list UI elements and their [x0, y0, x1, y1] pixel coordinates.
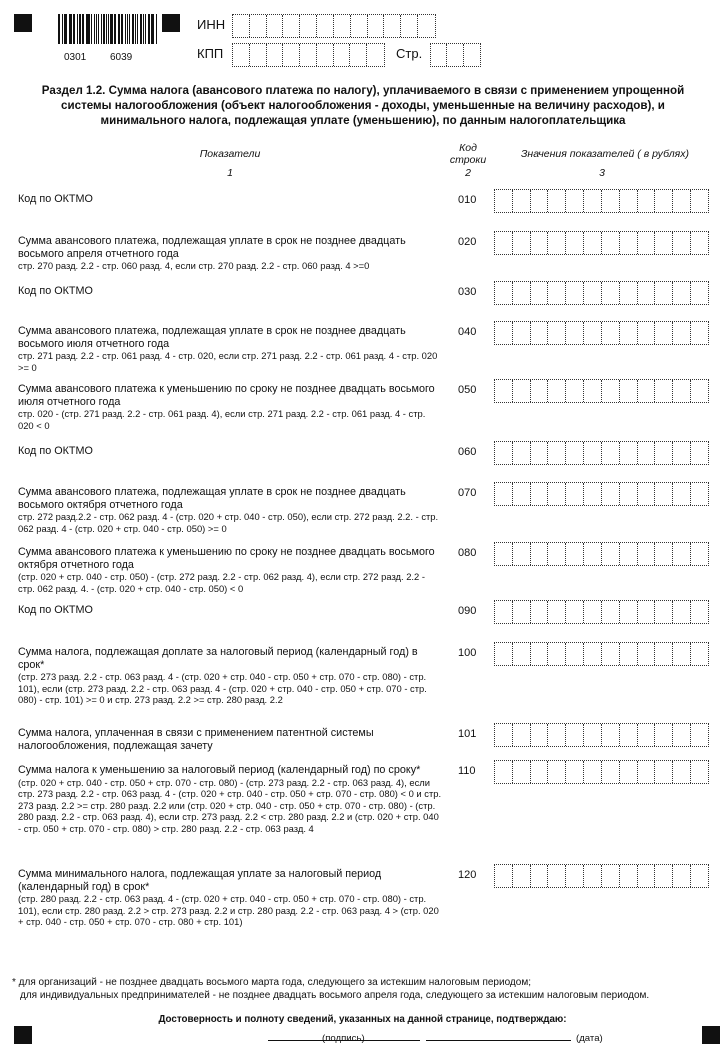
row-label-020 [18, 235, 443, 272]
barcode [58, 14, 158, 52]
date-label: (дата) [576, 1033, 603, 1044]
value-field-060[interactable] [494, 441, 709, 465]
col-number-2: 2 [465, 167, 471, 179]
page-number-field[interactable] [430, 43, 481, 67]
row-code-070: 070 [458, 487, 477, 499]
value-field-120[interactable] [494, 864, 709, 888]
kpp-field[interactable] [232, 43, 385, 67]
footnote-line-2: для индивидуальных предпринимателей - не позднее двадцать восьмого апреля года, следующего за истекшим налоговым периодом. [20, 990, 650, 1001]
value-field-030[interactable] [494, 281, 709, 305]
barcode-number-left: 0301 [64, 52, 87, 63]
row-formula: стр. 020 - (стр. 271 разд. 2.2 - стр. 061 разд. 4), если стр. 271 разд. 2.2 - стр. 061 разд. 4 - стр. 020 < 0 [18, 408, 426, 431]
row-label-110 [18, 764, 443, 834]
footnote [12, 976, 722, 1002]
row-label-090 [18, 604, 443, 617]
row-label-050 [18, 383, 443, 431]
value-field-010[interactable] [494, 189, 709, 213]
corner-marker-bottom-left [14, 1026, 32, 1044]
row-code-030: 030 [458, 286, 477, 298]
signature-label: (подпись) [322, 1033, 365, 1044]
value-field-080[interactable] [494, 542, 709, 566]
row-title: Сумма авансового платежа к уменьшению по сроку не позднее двадцать восьмого июля отчетного года [18, 383, 435, 408]
corner-marker-top-left [14, 14, 32, 32]
row-title: Сумма налога, подлежащая доплате за налоговый период (календарный год) в срок* [18, 646, 418, 671]
page-label: Стр. [396, 46, 423, 61]
row-formula: стр. 272 разд.2.2 - стр. 062 разд. 4 - (стр. 020 + стр. 040 - стр. 050), если стр. 272 разд. 2.2. - стр. 062 разд. 4 - (стр. 020 + стр. 040 - стр. 050) >= 0 [18, 511, 439, 534]
col-header-indicators: Показатели [199, 148, 261, 160]
col-number-1: 1 [227, 167, 233, 179]
inn-field[interactable] [232, 14, 436, 38]
value-field-090[interactable] [494, 600, 709, 624]
row-code-040: 040 [458, 326, 477, 338]
row-label-040 [18, 325, 443, 373]
row-formula: стр. 270 разд. 2.2 - стр. 060 разд. 4, если стр. 270 разд. 2.2 - стр. 060 разд. 4 >=0 [18, 260, 370, 272]
row-formula: (стр. 020 + стр. 040 - стр. 050 + стр. 070 - стр. 080) - (стр. 273 разд. 2.2 - стр. 063 разд. 4), если стр. 273 разд. 2.2 - стр. 063 разд. 4 - (стр. 020 + стр. 040 - стр. 050 + стр. 070 - стр. 080) < 0 и стр. 273 разд. 2.2 >= стр. 280 разд. 2.2 или (стр. 020 + стр. 040 - стр. 050 + стр. 070 - стр. 080) - (стр. 280 разд. 2.2 - стр. 063 разд. 4), если стр. 273 разд. 2.2 < стр. 280 разд. 2.2 и (стр. 020 + стр. 040 - стр. 050 + стр. 070 - стр. 080) > стр. 280 разд. 2.2 - стр. 063 разд. 4 [18, 776, 442, 834]
confirmation-text: Достоверность и полноту сведений, указанных на данной странице, подтверждаю: [158, 1014, 567, 1025]
col-header-code-line2: строки [449, 154, 487, 166]
row-label-010 [18, 193, 443, 206]
value-field-040[interactable] [494, 321, 709, 345]
col-number-3: 3 [599, 167, 605, 179]
footnote-line-1: * для организаций - не позднее двадцать восьмого марта года, следующего за истекшим налоговым периодом; [12, 977, 531, 988]
inn-label: ИНН [197, 17, 226, 32]
value-field-101[interactable] [494, 723, 709, 747]
date-line[interactable] [426, 1040, 571, 1041]
row-label-101 [18, 727, 443, 752]
barcode-number-right: 6039 [110, 52, 133, 63]
row-label-120 [18, 868, 443, 928]
row-label-070 [18, 486, 443, 534]
row-label-100 [18, 646, 443, 706]
value-field-050[interactable] [494, 379, 709, 403]
row-formula: (стр. 020 + стр. 040 - стр. 050) - (стр. 272 разд. 2.2 - стр. 062 разд. 4), если стр. 272 разд. 2.2 - стр. 062 разд. 4. - (стр. 020 + стр. 040 - стр. 050) < 0 [18, 571, 425, 594]
row-title: Сумма авансового платежа к уменьшению по сроку не позднее двадцать восьмого октября отчетного года [18, 546, 435, 571]
row-code-060: 060 [458, 446, 477, 458]
row-code-010: 010 [458, 194, 477, 206]
value-field-110[interactable] [494, 760, 709, 784]
row-formula: стр. 271 разд. 2.2 - стр. 061 разд. 4 - стр. 020, если стр. 271 разд. 2.2 - стр. 061 разд. 4 - стр. 020 >= 0 [18, 350, 438, 373]
row-title: Сумма минимального налога, подлежащая уплате за налоговый период (календарный год) в срок* [18, 868, 382, 893]
row-label-030 [18, 285, 443, 298]
row-code-110: 110 [458, 765, 476, 777]
value-field-020[interactable] [494, 231, 709, 255]
kpp-label: КПП [197, 46, 224, 61]
row-formula: (стр. 280 разд. 2.2 - стр. 063 разд. 4 - (стр. 020 + стр. 040 - стр. 050 + стр. 070 - стр. 080) - стр. 101), если стр. 280 разд. 2.2 > стр. 273 разд. 2.2 и стр. 280 разд. 2.2 - стр. 063 разд. 4 > (стр. 020 + стр. 040 - стр. 050 + стр. 070 - стр. 080 + стр. 101) [18, 893, 439, 928]
row-title: Сумма налога, уплаченная в связи с применением патентной системы налогообложения, подлежащая зачету [18, 727, 374, 752]
row-title: Код по ОКТМО [18, 193, 93, 205]
value-field-100[interactable] [494, 642, 709, 666]
row-code-090: 090 [458, 605, 477, 617]
row-code-020: 020 [458, 236, 477, 248]
value-field-070[interactable] [494, 482, 709, 506]
row-title: Сумма авансового платежа, подлежащая уплате в срок не позднее двадцать восьмого июля отчетного года [18, 325, 406, 350]
section-title: Раздел 1.2. Сумма налога (авансового платежа по налогу), уплачиваемого в связи с применением упрощенной системы налогообложения (объект налогообложения - доходы, уменьшенные на величину расходов), и минимального налога, подлежащая уплате (уменьшению), по данным налогоплательщика [41, 84, 685, 127]
row-code-050: 050 [458, 384, 477, 396]
col-header-code-line1: Код [459, 142, 477, 154]
row-code-080: 080 [458, 547, 477, 559]
row-code-100: 100 [458, 647, 477, 659]
row-label-060 [18, 445, 443, 458]
corner-marker-bottom-right [702, 1026, 720, 1044]
row-code-101: 101 [458, 728, 477, 740]
row-label-080 [18, 546, 443, 594]
row-title: Код по ОКТМО [18, 604, 93, 616]
row-title: Сумма авансового платежа, подлежащая уплате в срок не позднее двадцать восьмого октября отчетного года [18, 486, 406, 511]
row-title: Код по ОКТМО [18, 445, 93, 457]
row-code-120: 120 [458, 869, 477, 881]
corner-marker-top-right [162, 14, 180, 32]
col-header-values: Значения показателей ( в рублях) [520, 148, 690, 160]
row-title: Сумма налога к уменьшению за налоговый период (календарный год) по сроку* [18, 764, 421, 776]
row-title: Сумма авансового платежа, подлежащая уплате в срок не позднее двадцать восьмого апреля отчетного года [18, 235, 406, 260]
row-title: Код по ОКТМО [18, 285, 93, 297]
row-formula: (стр. 273 разд. 2.2 - стр. 063 разд. 4 - (стр. 020 + стр. 040 - стр. 050 + стр. 070 - стр. 080) - стр. 101), если (стр. 273 разд. 2.2 - стр. 063 разд. 4 - (стр. 020 + стр. 040 - стр. 050 + стр. 070 - стр. 080) - стр. 101) >= 0 и стр. 273 разд. 2.2 >= стр. 280 разд. 2.2 [18, 671, 427, 706]
